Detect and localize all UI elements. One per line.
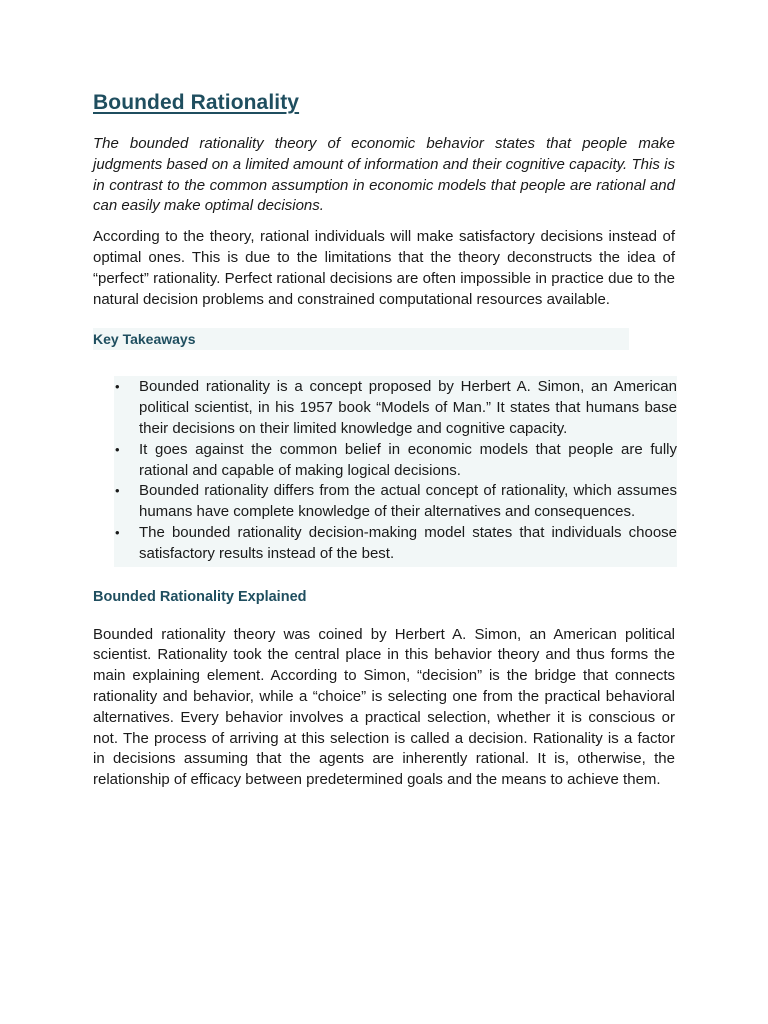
list-item — [114, 481, 677, 523]
key-takeaways-list — [114, 377, 677, 564]
list-item-text: Bounded rationality is a concept proposed by Herbert A. Simon, an American political scientist, in his 1957 book “Models of Man.” It states that humans base their decisions on their limited knowledge and cognitive capacity. — [139, 378, 677, 437]
page-title: Bounded Rationality — [93, 91, 300, 114]
list-item — [114, 377, 677, 439]
key-takeaways-box — [114, 376, 677, 566]
intro-paragraph: According to the theory, rational individuals will make satisfactory decisions instead of optimal ones. This is due to the limitations that the theory deconstructs the idea of “perfect” rationality. Perfect rational decisions are often impossible in practice due to the natural decision problems and constrained computational resources available. — [93, 228, 675, 308]
summary-paragraph: The bounded rationality theory of economic behavior states that people make judgments based on a limited amount of information and their cognitive capacity. This is in contrast to the common assumption in economic models that people are rational and can easily make optimal decisions. — [93, 135, 675, 215]
bullet-icon: • — [115, 379, 120, 395]
document-page — [93, 88, 675, 791]
key-takeaways-heading: Key Takeaways — [93, 328, 629, 350]
explained-paragraph: Bounded rationality theory was coined by Herbert A. Simon, an American political scientist. Rationality took the central place in this behavior theory and thus forms the main explaining element. According to Simon, “decision” is the bridge that connects rationality and behavior, while a “choice” is selecting one from the practical behavioral alternatives. Every behavior involves a practical selection, whether it is conscious or not. The process of arriving at this selection is called a decision. Rationality is a factor in decisions assuming that the agents are inherently rational. It is, otherwise, the relationship of efficacy between predetermined goals and the means to achieve them. — [93, 625, 675, 789]
list-item-text: Bounded rationality differs from the actual concept of rationality, which assumes humans have complete knowledge of their alternatives and consequences. — [139, 482, 677, 521]
list-item — [114, 523, 677, 565]
list-item-text: It goes against the common belief in economic models that people are fully rational and capable of making logical decisions. — [139, 440, 677, 479]
bullet-icon: • — [115, 483, 120, 499]
bullet-icon: • — [115, 441, 120, 457]
list-item — [114, 440, 677, 482]
list-item-text: The bounded rationality decision-making model states that individuals choose satisfactory results instead of the best. — [139, 523, 677, 562]
bullet-icon: • — [115, 524, 120, 540]
section-heading-explained: Bounded Rationality Explained — [93, 588, 307, 605]
